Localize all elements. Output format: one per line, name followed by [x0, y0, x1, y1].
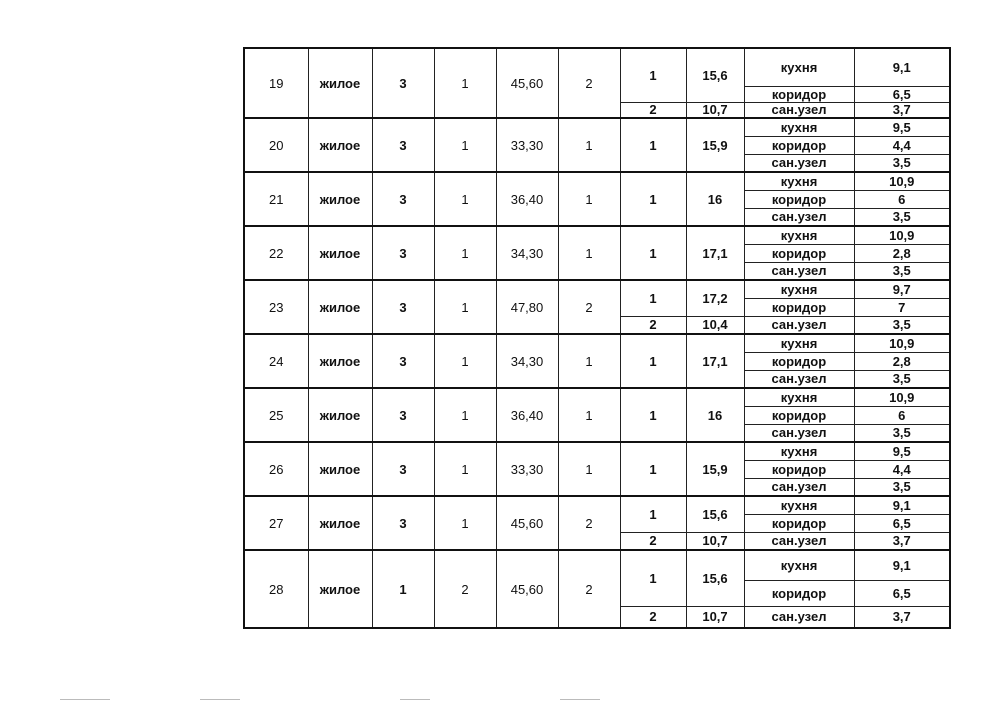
aux-room-name-cell: кухня	[744, 226, 854, 244]
aux-room-area-cell: 3,5	[854, 316, 950, 334]
room-number-cell: 1	[620, 550, 686, 606]
room-area-cell: 15,6	[686, 496, 744, 532]
apartment-table	[243, 47, 951, 629]
total-area-cell: 47,80	[496, 280, 558, 334]
apartment-number-cell: 28	[244, 550, 308, 628]
room-number-cell: 2	[620, 316, 686, 334]
premises-type-cell: жилое	[308, 334, 372, 388]
aux-room-name-cell: сан.узел	[744, 262, 854, 280]
aux-room-name-cell: сан.узел	[744, 606, 854, 628]
aux-room-area-cell: 10,9	[854, 226, 950, 244]
table-row	[244, 550, 950, 580]
aux-room-name-cell: коридор	[744, 86, 854, 102]
room-number-cell: 2	[620, 532, 686, 550]
column-4-cell: 1	[434, 118, 496, 172]
aux-room-area-cell: 3,5	[854, 208, 950, 226]
aux-room-name-cell: кухня	[744, 442, 854, 460]
room-area-cell: 10,7	[686, 532, 744, 550]
aux-room-area-cell: 10,9	[854, 334, 950, 352]
room-area-cell: 10,4	[686, 316, 744, 334]
room-number-cell: 1	[620, 388, 686, 442]
aux-room-area-cell: 6,5	[854, 86, 950, 102]
apartment-number-cell: 23	[244, 280, 308, 334]
aux-room-name-cell: коридор	[744, 190, 854, 208]
aux-room-area-cell: 4,4	[854, 136, 950, 154]
aux-room-name-cell: кухня	[744, 550, 854, 580]
aux-room-area-cell: 3,7	[854, 532, 950, 550]
room-area-cell: 16	[686, 172, 744, 226]
room-number-cell: 1	[620, 172, 686, 226]
table-row	[244, 442, 950, 460]
room-area-cell: 15,9	[686, 442, 744, 496]
room-number-cell: 1	[620, 496, 686, 532]
aux-room-name-cell: коридор	[744, 406, 854, 424]
column-3-cell: 3	[372, 226, 434, 280]
room-area-cell: 15,6	[686, 550, 744, 606]
table-row	[244, 280, 950, 298]
column-3-cell: 3	[372, 442, 434, 496]
aux-room-area-cell: 3,7	[854, 102, 950, 118]
aux-room-area-cell: 2,8	[854, 352, 950, 370]
table-row	[244, 388, 950, 406]
table-row	[244, 172, 950, 190]
aux-room-area-cell: 9,5	[854, 118, 950, 136]
total-area-cell: 45,60	[496, 48, 558, 118]
total-area-cell: 33,30	[496, 118, 558, 172]
room-number-cell: 2	[620, 102, 686, 118]
aux-room-name-cell: коридор	[744, 352, 854, 370]
aux-room-name-cell: коридор	[744, 460, 854, 478]
table-row	[244, 334, 950, 352]
room-count-cell: 1	[558, 388, 620, 442]
aux-room-name-cell: сан.узел	[744, 478, 854, 496]
column-3-cell: 3	[372, 48, 434, 118]
total-area-cell: 45,60	[496, 496, 558, 550]
table-row	[244, 48, 950, 86]
aux-room-name-cell: сан.узел	[744, 370, 854, 388]
column-4-cell: 1	[434, 226, 496, 280]
room-area-cell: 17,2	[686, 280, 744, 316]
table-row	[244, 496, 950, 514]
aux-room-name-cell: коридор	[744, 580, 854, 606]
aux-room-area-cell: 9,7	[854, 280, 950, 298]
aux-room-area-cell: 3,5	[854, 262, 950, 280]
premises-type-cell: жилое	[308, 280, 372, 334]
column-3-cell: 3	[372, 496, 434, 550]
table-row	[244, 226, 950, 244]
aux-room-name-cell: кухня	[744, 496, 854, 514]
column-3-cell: 3	[372, 118, 434, 172]
column-3-cell: 3	[372, 280, 434, 334]
column-4-cell: 1	[434, 442, 496, 496]
column-4-cell: 1	[434, 496, 496, 550]
aux-room-area-cell: 4,4	[854, 460, 950, 478]
room-area-cell: 10,7	[686, 102, 744, 118]
apartment-number-cell: 27	[244, 496, 308, 550]
column-4-cell: 1	[434, 280, 496, 334]
aux-room-area-cell: 6	[854, 406, 950, 424]
room-number-cell: 1	[620, 48, 686, 102]
premises-type-cell: жилое	[308, 118, 372, 172]
room-number-cell: 1	[620, 226, 686, 280]
column-3-cell: 3	[372, 388, 434, 442]
room-area-cell: 17,1	[686, 226, 744, 280]
aux-room-name-cell: сан.узел	[744, 208, 854, 226]
aux-room-area-cell: 6,5	[854, 514, 950, 532]
apartment-number-cell: 20	[244, 118, 308, 172]
column-4-cell: 1	[434, 334, 496, 388]
column-4-cell: 1	[434, 48, 496, 118]
column-4-cell: 2	[434, 550, 496, 628]
column-3-cell: 3	[372, 334, 434, 388]
room-count-cell: 1	[558, 226, 620, 280]
aux-room-area-cell: 2,8	[854, 244, 950, 262]
aux-room-name-cell: кухня	[744, 280, 854, 298]
total-area-cell: 34,30	[496, 226, 558, 280]
column-4-cell: 1	[434, 172, 496, 226]
column-3-cell: 3	[372, 172, 434, 226]
room-count-cell: 1	[558, 118, 620, 172]
room-number-cell: 1	[620, 118, 686, 172]
room-number-cell: 2	[620, 606, 686, 628]
column-4-cell: 1	[434, 388, 496, 442]
room-count-cell: 1	[558, 172, 620, 226]
aux-room-area-cell: 3,5	[854, 424, 950, 442]
room-count-cell: 2	[558, 48, 620, 118]
aux-room-name-cell: кухня	[744, 334, 854, 352]
aux-room-area-cell: 7	[854, 298, 950, 316]
premises-type-cell: жилое	[308, 48, 372, 118]
aux-room-area-cell: 3,5	[854, 478, 950, 496]
aux-room-name-cell: сан.узел	[744, 154, 854, 172]
aux-room-name-cell: коридор	[744, 136, 854, 154]
apartment-number-cell: 21	[244, 172, 308, 226]
total-area-cell: 33,30	[496, 442, 558, 496]
table-row	[244, 118, 950, 136]
aux-room-area-cell: 3,5	[854, 154, 950, 172]
column-3-cell: 1	[372, 550, 434, 628]
premises-type-cell: жилое	[308, 388, 372, 442]
room-number-cell: 1	[620, 442, 686, 496]
aux-room-area-cell: 9,1	[854, 48, 950, 86]
room-area-cell: 10,7	[686, 606, 744, 628]
total-area-cell: 45,60	[496, 550, 558, 628]
aux-room-area-cell: 9,1	[854, 550, 950, 580]
room-area-cell: 16	[686, 388, 744, 442]
aux-room-name-cell: коридор	[744, 514, 854, 532]
room-count-cell: 2	[558, 496, 620, 550]
aux-room-name-cell: кухня	[744, 118, 854, 136]
premises-type-cell: жилое	[308, 172, 372, 226]
premises-type-cell: жилое	[308, 496, 372, 550]
aux-room-area-cell: 10,9	[854, 172, 950, 190]
room-area-cell: 15,9	[686, 118, 744, 172]
aux-room-area-cell: 6	[854, 190, 950, 208]
aux-room-name-cell: сан.узел	[744, 102, 854, 118]
aux-room-name-cell: сан.узел	[744, 532, 854, 550]
premises-type-cell: жилое	[308, 226, 372, 280]
room-number-cell: 1	[620, 334, 686, 388]
room-area-cell: 17,1	[686, 334, 744, 388]
room-count-cell: 2	[558, 550, 620, 628]
aux-room-area-cell: 9,1	[854, 496, 950, 514]
premises-type-cell: жилое	[308, 442, 372, 496]
room-area-cell: 15,6	[686, 48, 744, 102]
room-count-cell: 1	[558, 334, 620, 388]
scan-speck	[200, 699, 240, 700]
scan-speck	[400, 699, 430, 700]
total-area-cell: 36,40	[496, 172, 558, 226]
apartment-number-cell: 22	[244, 226, 308, 280]
premises-type-cell: жилое	[308, 550, 372, 628]
apartment-number-cell: 19	[244, 48, 308, 118]
table-body	[244, 48, 950, 628]
aux-room-name-cell: кухня	[744, 172, 854, 190]
apartment-number-cell: 26	[244, 442, 308, 496]
room-count-cell: 1	[558, 442, 620, 496]
apartment-number-cell: 24	[244, 334, 308, 388]
room-number-cell: 1	[620, 280, 686, 316]
scan-speck	[60, 699, 110, 700]
aux-room-area-cell: 3,7	[854, 606, 950, 628]
aux-room-name-cell: кухня	[744, 48, 854, 86]
scan-speck	[560, 699, 600, 700]
aux-room-name-cell: сан.узел	[744, 316, 854, 334]
aux-room-name-cell: коридор	[744, 244, 854, 262]
apartment-number-cell: 25	[244, 388, 308, 442]
aux-room-name-cell: сан.узел	[744, 424, 854, 442]
aux-room-area-cell: 3,5	[854, 370, 950, 388]
aux-room-area-cell: 9,5	[854, 442, 950, 460]
room-count-cell: 2	[558, 280, 620, 334]
aux-room-area-cell: 6,5	[854, 580, 950, 606]
total-area-cell: 34,30	[496, 334, 558, 388]
aux-room-area-cell: 10,9	[854, 388, 950, 406]
aux-room-name-cell: кухня	[744, 388, 854, 406]
aux-room-name-cell: коридор	[744, 298, 854, 316]
total-area-cell: 36,40	[496, 388, 558, 442]
